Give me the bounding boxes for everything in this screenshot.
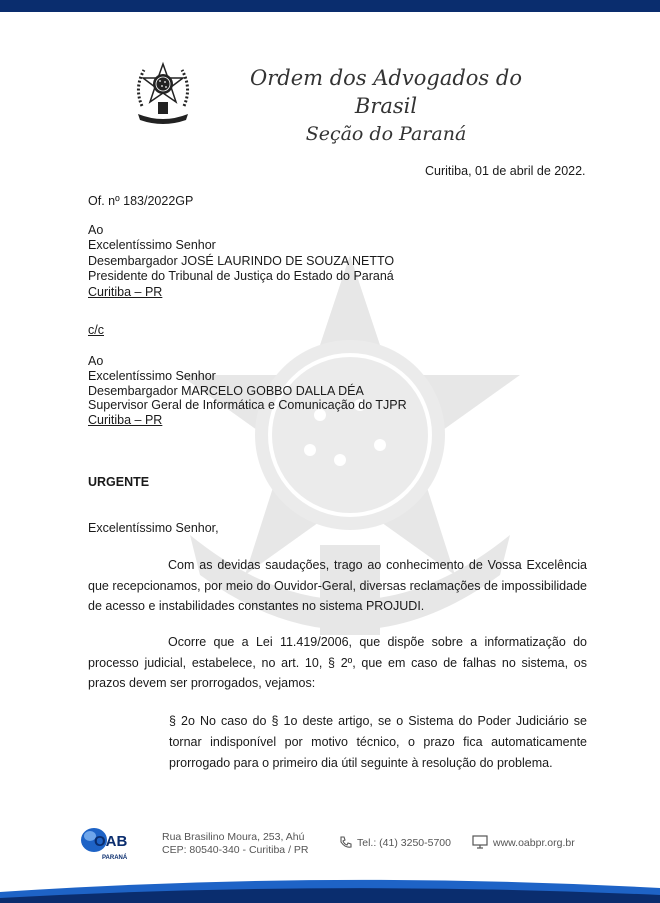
coat-of-arms-watermark: [150, 245, 550, 685]
oab-logo-sub: PARANÁ: [102, 855, 128, 861]
org-name-line2: Seção do Paraná: [305, 123, 467, 145]
recipient2-salutation: Excelentíssimo Senhor: [88, 369, 216, 383]
bottom-decoration: [0, 870, 660, 903]
footer-address-line2: CEP: 80540-340 - Curitiba / PR: [162, 844, 309, 856]
letter-reference: Of. nº 183/2022GP: [88, 194, 194, 208]
org-name: [246, 64, 526, 148]
recipient2-city: Curitiba – PR: [88, 413, 163, 427]
recipient2-ao: Ao: [88, 354, 104, 368]
phone-icon: [339, 836, 352, 849]
recipient1-salutation: Excelentíssimo Senhor: [88, 238, 216, 252]
footer-address: [162, 831, 309, 857]
recipient2-name: Desembargador MARCELO GOBBO DALLA DÉA: [88, 384, 364, 398]
paragraph-1: Com as devidas saudações, trago ao conhecimento de Vossa Excelência que recepcionamos, por meio do Ouvidor-Geral, diversas reclamações de impossibilidade de acesso e instabilidades constantes no sistema PROJUDI.: [88, 558, 587, 613]
monitor-icon: [472, 835, 488, 849]
cc-label: c/c: [88, 323, 104, 337]
oab-logo-text: OAB: [94, 833, 128, 850]
law-quote: § 2o No caso do § 1o deste artigo, se o Sistema do Poder Judiciário se tornar indisponível por motivo técnico, o prazo fica automaticamente prorrogado para o primeiro dia útil seguinte à resolução do problema.: [169, 714, 587, 770]
oab-logo: [80, 826, 150, 862]
paragraph-2: Ocorre que a Lei 11.419/2006, que dispõe sobre a informatização do processo judicial, estabelece, no art. 10, § 2º, que em caso de falhas no sistema, os prazos devem ser prorrogados, vejamos:: [88, 635, 587, 690]
recipient2-title: Supervisor Geral de Informática e Comunicação do TJPR: [88, 398, 407, 412]
coat-of-arms-seal: [132, 58, 194, 128]
letter-date: Curitiba, 01 de abril de 2022.: [425, 164, 586, 178]
urgent-label: URGENTE: [88, 475, 150, 489]
footer-website: www.oabpr.org.br: [493, 837, 575, 849]
recipient1-name: Desembargador JOSÉ LAURINDO DE SOUZA NETTO: [88, 254, 395, 268]
footer-phone: Tel.: (41) 3250-5700: [357, 837, 451, 849]
org-name-line1: Ordem dos Advogados do Brasil: [250, 66, 522, 118]
recipient1-title: Presidente do Tribunal de Justiça do Estado do Paraná: [88, 269, 394, 283]
greeting: Excelentíssimo Senhor,: [88, 521, 219, 535]
recipient1-ao: Ao: [88, 223, 104, 237]
footer-address-line1: Rua Brasilino Moura, 253, Ahú: [162, 831, 305, 843]
recipient1-city: Curitiba – PR: [88, 285, 163, 299]
top-bar: [0, 0, 660, 12]
